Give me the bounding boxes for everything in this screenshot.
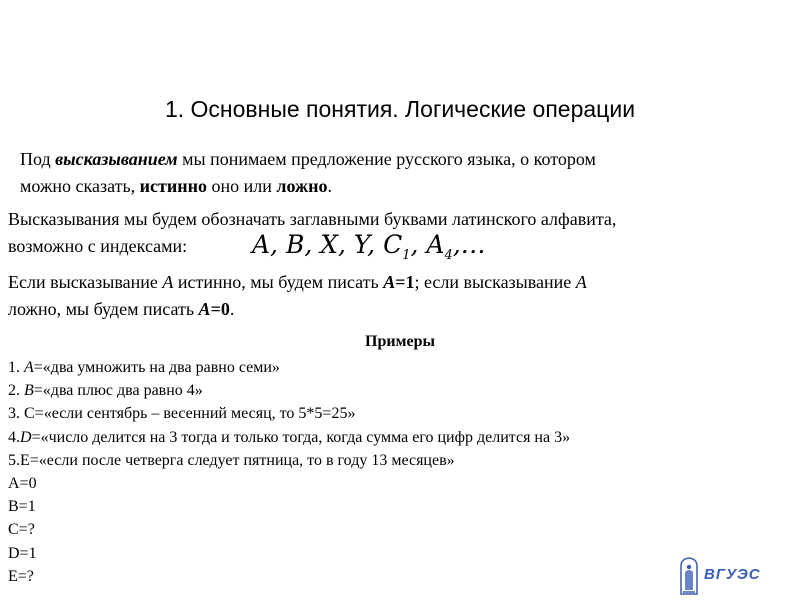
answer-item: A=0 <box>8 475 37 493</box>
example-text: 5.E=«если после четверга следует пятница, то в году 13 месяцев» <box>8 451 455 469</box>
example-number: 2. <box>8 382 24 400</box>
term-false: ложно <box>276 176 328 196</box>
variable-a: A <box>575 272 587 292</box>
example-item <box>8 402 570 425</box>
example-variable: A <box>24 359 34 376</box>
value-zero: =0 <box>210 299 230 319</box>
example-item <box>8 426 570 449</box>
answer-item: B=1 <box>8 498 36 516</box>
answer-item: C=? <box>8 521 35 539</box>
term-statement: высказыванием <box>55 149 178 169</box>
text-span: мы понимаем предложение русского языка, о котором <box>177 149 596 169</box>
term-true: истинно <box>139 176 207 196</box>
text-span: истинно, мы будем писать <box>173 272 384 292</box>
example-number: 4. <box>8 428 20 446</box>
formula-subscript: 1 <box>402 248 411 263</box>
example-text: 3. C=«если сентябрь – весенний месяц, то 5*5=25» <box>8 405 356 423</box>
variable-a-bold: A <box>383 272 396 292</box>
text-span: ; если высказывание <box>414 272 576 292</box>
example-variable: D <box>20 428 32 446</box>
formula-part: A, B, X, Y, C <box>252 230 403 259</box>
example-variable: B <box>24 382 34 400</box>
logo-emblem-icon <box>676 556 702 596</box>
example-item <box>8 356 570 379</box>
example-number: 1. <box>8 359 24 376</box>
text-span: оно или <box>207 176 277 196</box>
formula-part: , A <box>410 230 445 259</box>
formula-subscript: 4 <box>444 248 453 263</box>
value-one: =1 <box>395 272 415 292</box>
examples-heading: Примеры <box>365 333 435 350</box>
text-span: Если высказывание <box>8 272 163 292</box>
example-text: =«два плюс два равно 4» <box>33 382 203 400</box>
variable-a-bold: A <box>198 299 211 319</box>
university-logo <box>676 556 776 596</box>
example-item <box>8 449 570 472</box>
text-span: . <box>327 176 332 196</box>
variable-a: A <box>162 272 174 292</box>
logo-text: ВГУЭС <box>704 566 761 583</box>
examples-list <box>8 356 570 588</box>
text-span: Под <box>20 149 56 169</box>
notation-line-2: возможно с индексами: <box>8 236 188 256</box>
variables-formula <box>252 230 486 263</box>
notation-line-1: Высказывания мы будем обозначать заглавными буквами латинского алфавита, <box>8 209 617 229</box>
example-item <box>8 379 570 402</box>
formula-part: ,… <box>452 230 486 259</box>
definition-paragraph <box>20 146 596 200</box>
text-span: . <box>229 299 235 319</box>
text-span: можно сказать, <box>20 176 140 196</box>
truth-value-paragraph <box>8 269 587 323</box>
example-text: =«два умножить на два равно семи» <box>33 359 280 376</box>
answer-item: D=1 <box>8 544 37 562</box>
slide-title: 1. Основные понятия. Логические операции <box>164 96 636 122</box>
text-span: ложно, мы будем писать <box>8 299 199 319</box>
answer-item: E=? <box>8 567 34 585</box>
example-text: =«число делится на 3 тогда и только тогда, когда сумма его цифр делится на 3» <box>31 428 571 446</box>
